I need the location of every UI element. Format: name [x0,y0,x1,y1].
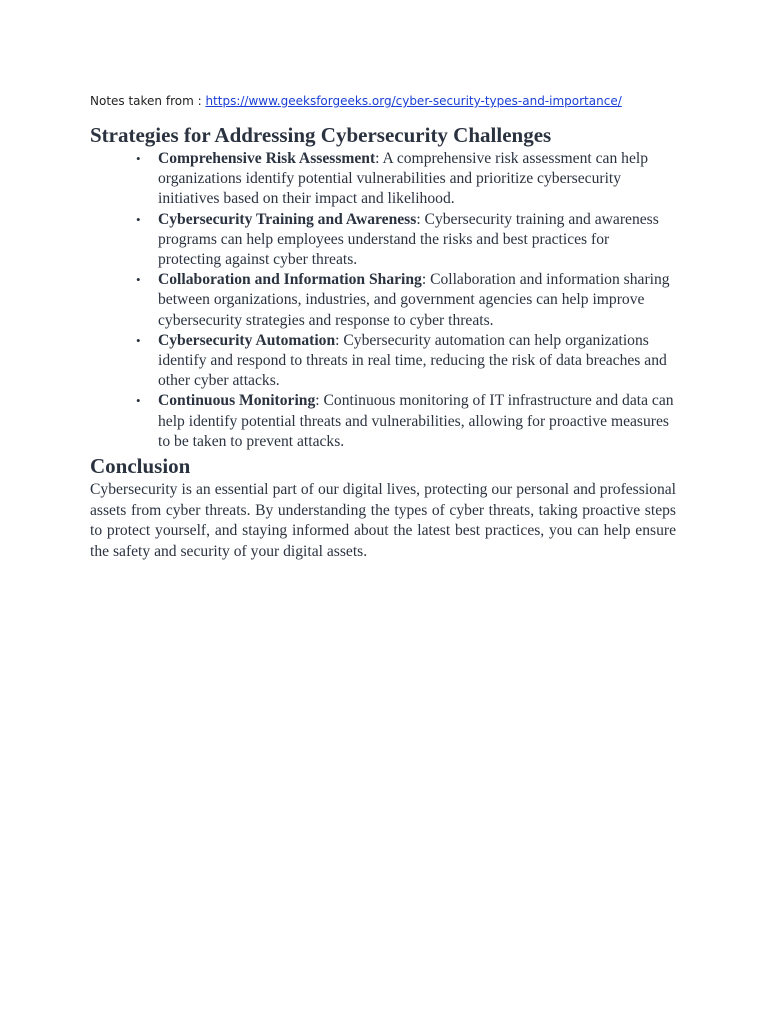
item-term: Continuous Monitoring [158,392,316,410]
list-item [90,149,676,210]
bullet-icon: • [136,272,141,288]
conclusion-paragraph: Cybersecurity is an essential part of our digital lives, protecting our personal and professional assets from cyber threats. By understanding the types of cyber threats, taking proactive steps to protect yourself, and staying informed about the latest best practices, you can help ensure the safety and security of your digital assets. [90,481,676,560]
list-item [90,331,676,392]
source-link[interactable]: https://www.geeksforgeeks.org/cyber-security-types-and-importance/ [205,94,622,108]
item-text: : Cybersecurity training and awareness programs can help employees understand the risks and best practices for protecting against cyber threats. [158,210,659,269]
bullet-icon: • [136,393,141,409]
item-term: Cybersecurity Training and Awareness [158,210,417,228]
list-item [90,210,676,271]
item-term: Cybersecurity Automation [158,331,336,349]
strategies-list [90,149,676,452]
item-text: : A comprehensive risk assessment can help organizations identify potential vulnerabilities and prioritize cybersecurity initiatives based on their impact and likelihood. [158,150,649,208]
bullet-icon: • [136,151,141,166]
notes-prefix: Notes taken from : [90,94,206,108]
item-text: : Collaboration and information sharing between organizations, industries, and government agencies can help improve cybersecurity strategies and response to cyber threats. [158,271,670,329]
document-page [90,92,676,562]
list-item [90,391,676,452]
strategies-heading: Strategies for Addressing Cybersecurity Challenges [90,123,552,147]
conclusion-heading: Conclusion [90,454,191,479]
notes-source-line [90,92,676,110]
list-item [90,270,676,331]
bullet-icon: • [136,332,141,348]
bullet-icon: • [136,211,141,227]
item-term: Collaboration and Information Sharing [158,271,422,289]
item-term: Comprehensive Risk Assessment [158,150,376,167]
item-text: : Continuous monitoring of IT infrastructure and data can help identify potential threats and vulnerabilities, allowing for proactive measures to be taken to prevent attacks. [158,392,674,450]
item-text: : Cybersecurity automation can help organizations identify and respond to threats in real time, reducing the risk of data breaches and other cyber attacks. [158,331,667,390]
